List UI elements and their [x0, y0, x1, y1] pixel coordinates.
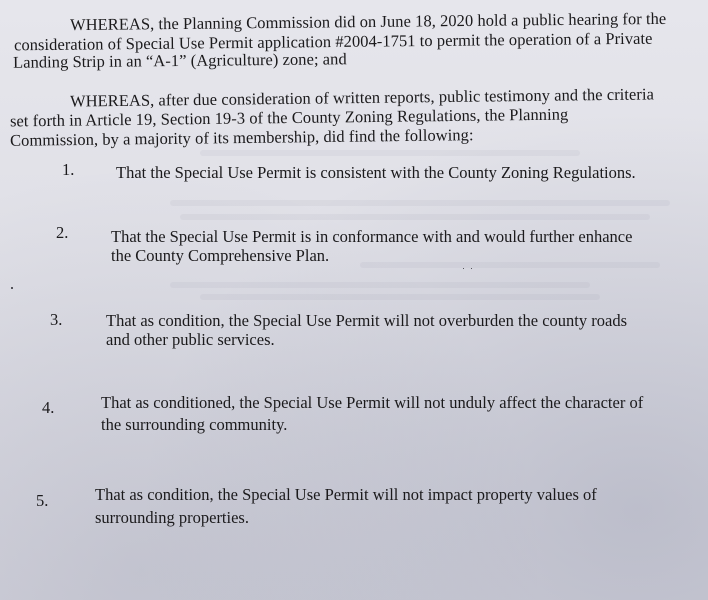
finding-text-line: That as conditioned, the Special Use Permit will not unduly affect the character of: [101, 393, 644, 412]
finding-number: 1.: [62, 160, 75, 179]
finding-number: 4.: [42, 398, 55, 417]
finding-text-line: That as condition, the Special Use Permit will not impact property values of: [95, 485, 597, 504]
paragraph-line: WHEREAS, the Planning Commission did on June 18, 2020 hold a public hearing for the: [69, 8, 667, 35]
paper-speck: [463, 268, 464, 269]
bleed-through-mark: [360, 262, 660, 268]
finding-number: 3.: [50, 310, 63, 329]
finding-text-line: That the Special Use Permit is in conformance with and would further enhance: [111, 227, 633, 246]
bleed-through-mark: [200, 294, 600, 300]
paper-speck: [471, 268, 472, 269]
paragraph-line: Landing Strip in an “A-1” (Agriculture) zone; and: [12, 49, 347, 72]
finding-text-line: the surrounding community.: [101, 415, 288, 434]
paragraph-line: set forth in Article 19, Section 19-3 of the County Zoning Regulations, the Planning: [9, 104, 569, 131]
paragraph-line: Commission, by a majority of its membership, did find the following:: [9, 125, 474, 150]
paragraph-line: WHEREAS, after due consideration of written reports, public testimony and the criteria: [69, 84, 655, 111]
finding-text-line: surrounding properties.: [95, 508, 249, 527]
finding-text-line: and other public services.: [106, 330, 275, 349]
paragraph-line: consideration of Special Use Permit application #2004-1751 to permit the operation of a Private: [13, 28, 653, 55]
finding-text-line: That as condition, the Special Use Permit will not overburden the county roads: [106, 311, 628, 330]
bleed-through-mark: [180, 214, 650, 220]
finding-text-line: the County Comprehensive Plan.: [111, 246, 330, 265]
finding-number: 2.: [56, 223, 69, 242]
bleed-through-mark: [200, 150, 580, 156]
finding-number: 5.: [36, 491, 49, 510]
finding-text-line: That the Special Use Permit is consistent with the County Zoning Regulations.: [116, 163, 636, 182]
bleed-through-mark: [170, 200, 670, 206]
bleed-through-mark: [170, 282, 590, 288]
paper-speck: [11, 287, 13, 289]
